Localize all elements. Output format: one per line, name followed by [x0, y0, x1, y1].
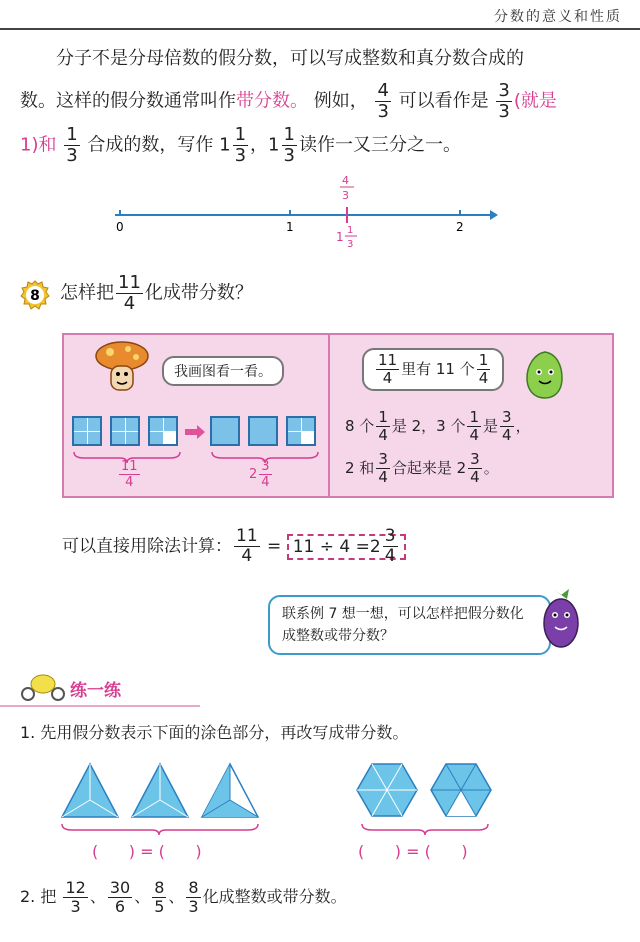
frac-den: 4	[378, 426, 388, 444]
frac-den: 4	[123, 293, 136, 314]
bottom-label-num: 1	[347, 225, 354, 236]
frac-den: 6	[114, 897, 126, 916]
separator: 、	[89, 887, 106, 906]
speech-bubble-draw: 我画图看一看。	[162, 356, 284, 386]
question-8	[60, 274, 253, 313]
pear-character-icon	[522, 348, 568, 400]
grid-square-full	[72, 416, 102, 446]
frac-num: 1	[234, 124, 247, 145]
intro-text-2d: (就是	[513, 90, 557, 112]
text: 是 2，3 个	[391, 417, 466, 435]
speech-bubble-link-example7: 联系例 7 想一想，可以怎样把假分数化成整数或带分数？	[268, 595, 551, 655]
fraction-3-4	[383, 528, 398, 565]
frac-num: 3	[502, 408, 512, 426]
triangle-full	[132, 764, 188, 817]
fraction-11-4	[234, 528, 260, 565]
fraction-1-3	[64, 126, 79, 165]
intro-line-1	[20, 48, 620, 70]
frac-num: 1	[283, 124, 295, 145]
intro-text-3a: 1)和	[20, 134, 57, 156]
separator: 、	[168, 887, 185, 906]
mushroom-character-icon	[92, 340, 152, 398]
frac-num: 8	[154, 878, 165, 897]
frac-den: 4	[125, 475, 134, 490]
grid-square-whole	[210, 416, 240, 446]
intro-text-3c: ，1	[250, 134, 280, 156]
frac-den: 4	[470, 468, 480, 486]
frac-den: 3	[70, 897, 81, 916]
frac-den: 4	[469, 426, 480, 444]
intro-line-3	[20, 126, 620, 165]
intro-text-2b: 例如，	[313, 90, 368, 112]
intro-text-2c: 可以看作是	[398, 90, 489, 112]
frac-den: 5	[154, 897, 165, 916]
grid-square-full	[110, 416, 140, 446]
brace-triangles	[60, 822, 260, 836]
fraction-11-4	[119, 460, 140, 489]
badge-number: 8	[30, 288, 40, 304]
frac-num: 4	[377, 80, 389, 101]
frac-den: 3	[188, 897, 199, 916]
frac-num: 3	[384, 526, 396, 546]
tick-label-1: 1	[286, 220, 294, 234]
text: ，	[515, 417, 531, 435]
text: 。	[483, 459, 499, 477]
header-divider	[0, 28, 640, 30]
grid-group-left	[72, 416, 182, 450]
term-mixed-number: 带分数。	[236, 90, 308, 112]
grid-square-partial	[148, 416, 178, 446]
frac-num: 3	[498, 80, 510, 101]
exercise-2	[20, 880, 347, 915]
fraction-3-4	[376, 452, 390, 485]
fraction-1-4	[467, 410, 481, 443]
lemon-bike-icon	[18, 672, 68, 702]
frac-den: 4	[378, 468, 388, 486]
grid-square-whole	[248, 416, 278, 446]
example-badge	[20, 280, 50, 310]
bottom-label-whole: 1	[336, 230, 344, 244]
exercise-1: 1. 先用假分数表示下面的涂色部分，再改写成带分数。	[20, 723, 409, 742]
fraction-11-4	[116, 274, 143, 313]
unshaded-quarter	[301, 431, 314, 444]
frac-num: 11	[236, 526, 258, 546]
mixed-whole: 2	[369, 536, 381, 557]
frac-den: 3	[283, 145, 295, 166]
frac-num: 12	[65, 878, 86, 897]
intro-text-1: 分子不是分母倍数的假分数，可以写成整数和真分数合成的	[56, 48, 524, 69]
fraction-11-4	[376, 353, 399, 386]
fraction-3-4	[259, 460, 271, 489]
panel-right-line-1	[345, 410, 531, 443]
top-label-num: 4	[342, 175, 349, 187]
equals-sign: =	[267, 536, 282, 557]
fraction-3-4	[500, 410, 514, 443]
fraction-12-3	[63, 880, 87, 915]
frac-num: 1	[378, 408, 388, 426]
frac-den: 3	[234, 145, 247, 166]
number-line	[110, 175, 500, 250]
frac-den: 4	[478, 369, 489, 387]
arrow-right-icon	[183, 425, 207, 439]
q8-text-a: 怎样把	[60, 282, 114, 304]
fraction-8-5	[152, 880, 166, 915]
tick-label-2: 2	[456, 220, 464, 234]
text: 8 个	[345, 417, 375, 435]
number-line-arrow	[490, 210, 498, 220]
page-header-title: 分数的意义和性质	[494, 9, 622, 25]
grid-square-partial	[286, 416, 316, 446]
frac-num: 1	[66, 124, 78, 145]
frac-den: 4	[382, 369, 393, 387]
intro-line-2	[20, 82, 620, 121]
label-2-3-4	[249, 460, 274, 489]
speech-bubble-eleven-quarters	[362, 348, 504, 391]
intro-text-3b: 合成的数，写作 1	[87, 134, 231, 156]
answer-blank-triangles[interactable]: ( ) = ( )	[92, 842, 202, 861]
panel-divider	[328, 333, 330, 498]
hexagon-partial	[431, 764, 491, 816]
ex2-text-a: 2. 把	[20, 887, 57, 906]
frac-den: 4	[384, 546, 396, 566]
intro-text-3d: 读作一又三分之一。	[298, 134, 461, 156]
frac-num: 1	[469, 408, 480, 426]
division-calculation	[62, 528, 406, 565]
panel-right-line-2	[345, 452, 499, 485]
frac-num: 3	[470, 450, 480, 468]
hexagon-figures	[355, 760, 495, 824]
frac-num: 3	[378, 450, 388, 468]
mixed-whole: 2	[249, 467, 258, 482]
frac-den: 4	[261, 475, 270, 490]
frac-den: 3	[498, 101, 510, 122]
fraction-1-3	[282, 126, 297, 165]
eggplant-character-icon	[535, 585, 585, 657]
fraction-4-3	[375, 82, 390, 121]
fraction-1-4	[477, 353, 491, 386]
frac-den: 3	[66, 145, 78, 166]
bottom-label-den: 3	[347, 239, 354, 250]
triangle-figures	[60, 762, 270, 822]
grid-group-right	[210, 416, 320, 450]
fraction-8-3	[186, 880, 200, 915]
frac-num: 8	[188, 878, 199, 897]
frac-num: 11	[121, 459, 138, 474]
hexagon-full	[357, 764, 417, 816]
practice-heading: 练一练	[70, 681, 121, 701]
calc-label: 可以直接用除法计算：	[62, 536, 232, 557]
label-11-4	[117, 460, 142, 489]
frac-num: 30	[109, 878, 131, 897]
fraction-3-3	[496, 82, 511, 121]
q8-text-b: 化成带分数？	[144, 282, 253, 304]
frac-den: 3	[377, 101, 389, 122]
text: 是	[483, 417, 499, 435]
fraction-1-3	[233, 126, 248, 165]
frac-num: 1	[478, 351, 489, 369]
fraction-30-6	[108, 880, 132, 915]
unshaded-quarter	[163, 431, 176, 444]
frac-num: 11	[118, 272, 141, 293]
text: 2 和	[345, 459, 375, 477]
intro-text-2a: 数。这样的假分数通常叫作	[20, 90, 236, 112]
triangle-partial	[202, 764, 258, 817]
triangle-full	[62, 764, 118, 817]
frac-num: 3	[261, 459, 270, 474]
text: 合起来是 2	[391, 459, 467, 477]
division-expression: 11 ÷ 4 =	[292, 536, 370, 557]
ex2-text-b: 化成整数或带分数。	[202, 887, 347, 906]
top-label-den: 3	[342, 189, 349, 202]
frac-num: 11	[378, 351, 398, 369]
practice-divider	[0, 705, 200, 707]
fraction-3-4	[468, 452, 482, 485]
division-expression-box	[287, 526, 406, 566]
answer-blank-hexagons[interactable]: ( ) = ( )	[358, 842, 468, 861]
frac-den: 4	[241, 546, 253, 566]
fraction-1-4	[376, 410, 390, 443]
bubble-text: 里有 11 个	[401, 360, 475, 378]
separator: 、	[134, 887, 151, 906]
frac-den: 4	[502, 426, 512, 444]
brace-hexagons	[360, 822, 490, 836]
tick-label-0: 0	[116, 220, 124, 234]
